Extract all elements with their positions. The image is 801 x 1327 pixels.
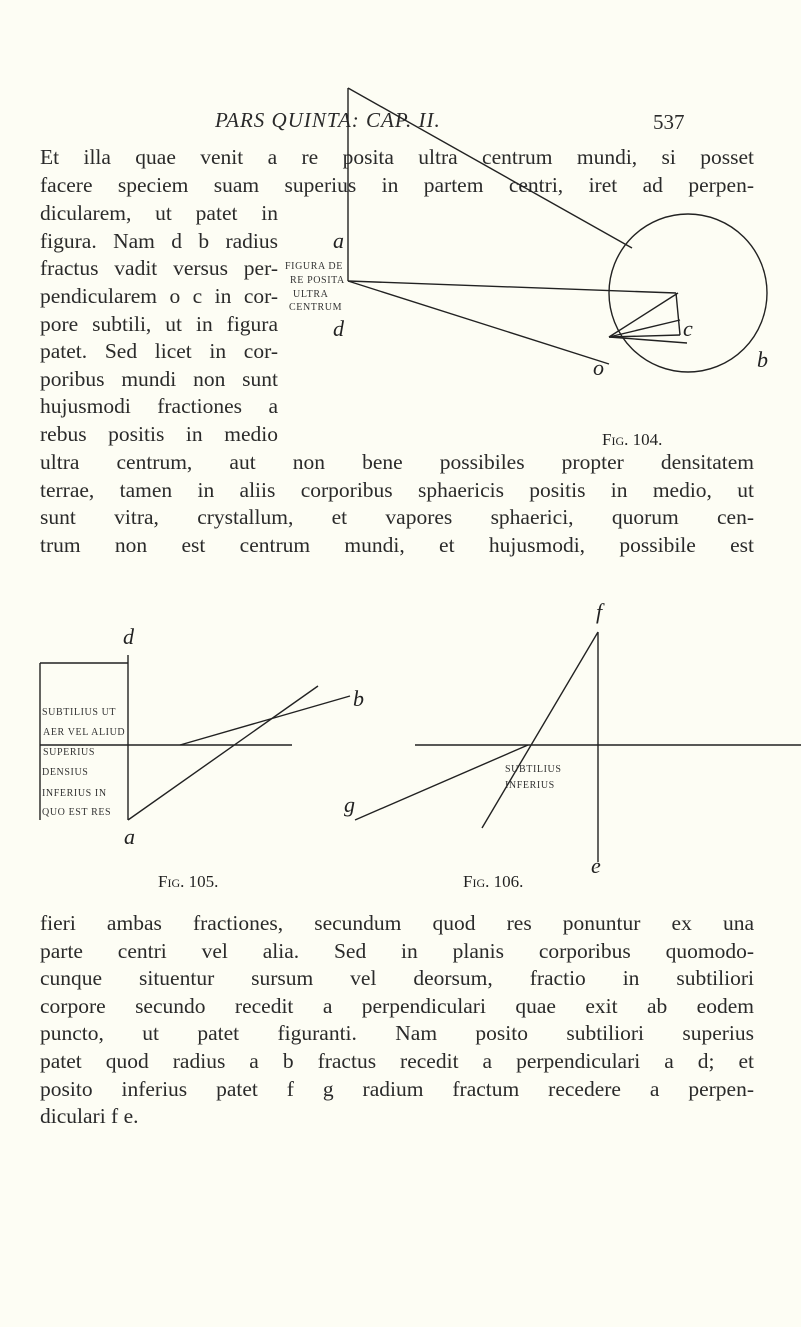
text-line: cunque situentur sursum vel deorsum, fractio in subtiliori (40, 966, 754, 990)
incident-ray (482, 632, 598, 828)
ray-line (609, 293, 678, 337)
refracted-ray (180, 696, 350, 745)
caption-line: FIGURA DE (285, 261, 343, 272)
label-e: e (591, 853, 601, 878)
text-line: patet. Sed licet in cor- (40, 339, 278, 363)
figure-104 (348, 88, 767, 372)
caption-line: ULTRA (293, 289, 329, 300)
text-line: Et illa quae venit a re posita ultra centrum mundi, si posset (40, 145, 754, 169)
text-line: poribus mundi non sunt (40, 367, 278, 391)
running-head: PARS QUINTA: CAP. II. (215, 108, 441, 132)
text-line: fieri ambas fractiones, secundum quod res ponuntur ex una (40, 911, 754, 935)
label-g: g (344, 792, 355, 817)
text-line: rebus positis in medio (40, 422, 278, 446)
ray-line (348, 88, 632, 248)
figure-104-caption (285, 261, 345, 313)
text-line: pendicularem o c in cor- (40, 284, 278, 308)
refracted-ray-line (348, 281, 676, 293)
refracted-ray (355, 745, 528, 820)
figure-105-label: Fig. 105. (158, 872, 219, 891)
text-line: pore subtili, ut in figura (40, 312, 278, 336)
text-line: diculari f e. (40, 1104, 139, 1128)
text-line: facere speciem suam superius in partem centri, iret ad perpen- (40, 173, 754, 197)
perpendicular-line (609, 335, 680, 337)
text-line: sunt vitra, crystallum, et vapores sphaerici, quorum cen- (40, 505, 754, 529)
ray-line (676, 293, 680, 335)
label-d: d (123, 624, 134, 649)
axis-line (609, 337, 687, 343)
caption-line: CENTRUM (289, 302, 343, 313)
caption-line: SUBTILIUS UT (42, 707, 117, 718)
label-f: f (596, 599, 603, 624)
caption-line: SUPERIUS (43, 747, 96, 758)
text-line: terrae, tamen in aliis corporibus sphaericis positis in medio, ut (40, 478, 754, 502)
figure-105-upper-label (42, 707, 125, 758)
caption-line: DENSIUS (42, 767, 89, 778)
label-c: c (683, 316, 693, 341)
incident-ray (128, 686, 318, 820)
figure-104-label: Fig. 104. (602, 430, 663, 449)
caption-line: AER VEL ALIUD (43, 727, 126, 738)
caption-line: INFERIUS (505, 780, 555, 791)
figure-105-lower-label (42, 767, 111, 818)
label-b: b (353, 686, 364, 711)
text-line: patet quod radius a b fractus recedit a perpendiculari a d; et (40, 1049, 754, 1073)
text-line: puncto, ut patet figuranti. Nam posito subtiliori superius (40, 1021, 754, 1045)
sphere-circle (609, 214, 767, 372)
text-line: trum non est centrum mundi, et hujusmodi, possibile est (40, 533, 754, 557)
text-line: posito inferius patet f g radium fractum recedere a perpen- (40, 1077, 754, 1101)
text-line: parte centri vel alia. Sed in planis corporibus quomodo- (40, 939, 754, 963)
label-o: o (593, 355, 604, 380)
figure-106-label-box (505, 764, 562, 791)
label-d: d (333, 316, 344, 341)
text-line: dicularem, ut patet in (40, 201, 278, 225)
figure-106 (355, 632, 801, 862)
text-line: hujusmodi fractiones a (40, 394, 278, 418)
label-a: a (124, 824, 135, 849)
ray-line (348, 281, 609, 364)
text-line: corpore secundo recedit a perpendiculari quae exit ab eodem (40, 994, 754, 1018)
page-number: 537 (653, 110, 685, 134)
caption-line: INFERIUS IN (42, 788, 107, 799)
text-line: ultra centrum, aut non bene possibiles propter densitatem (40, 450, 754, 474)
figure-106-label: Fig. 106. (463, 872, 524, 891)
label-a: a (333, 228, 344, 253)
text-line: fractus vadit versus per- (40, 256, 278, 280)
label-b: b (757, 347, 768, 372)
caption-line: QUO EST RES (42, 807, 112, 818)
caption-line: RE POSITA (290, 275, 345, 286)
caption-line: SUBTILIUS (505, 764, 562, 775)
ray-line (609, 320, 680, 337)
text-line: figura. Nam d b radius (40, 229, 278, 253)
